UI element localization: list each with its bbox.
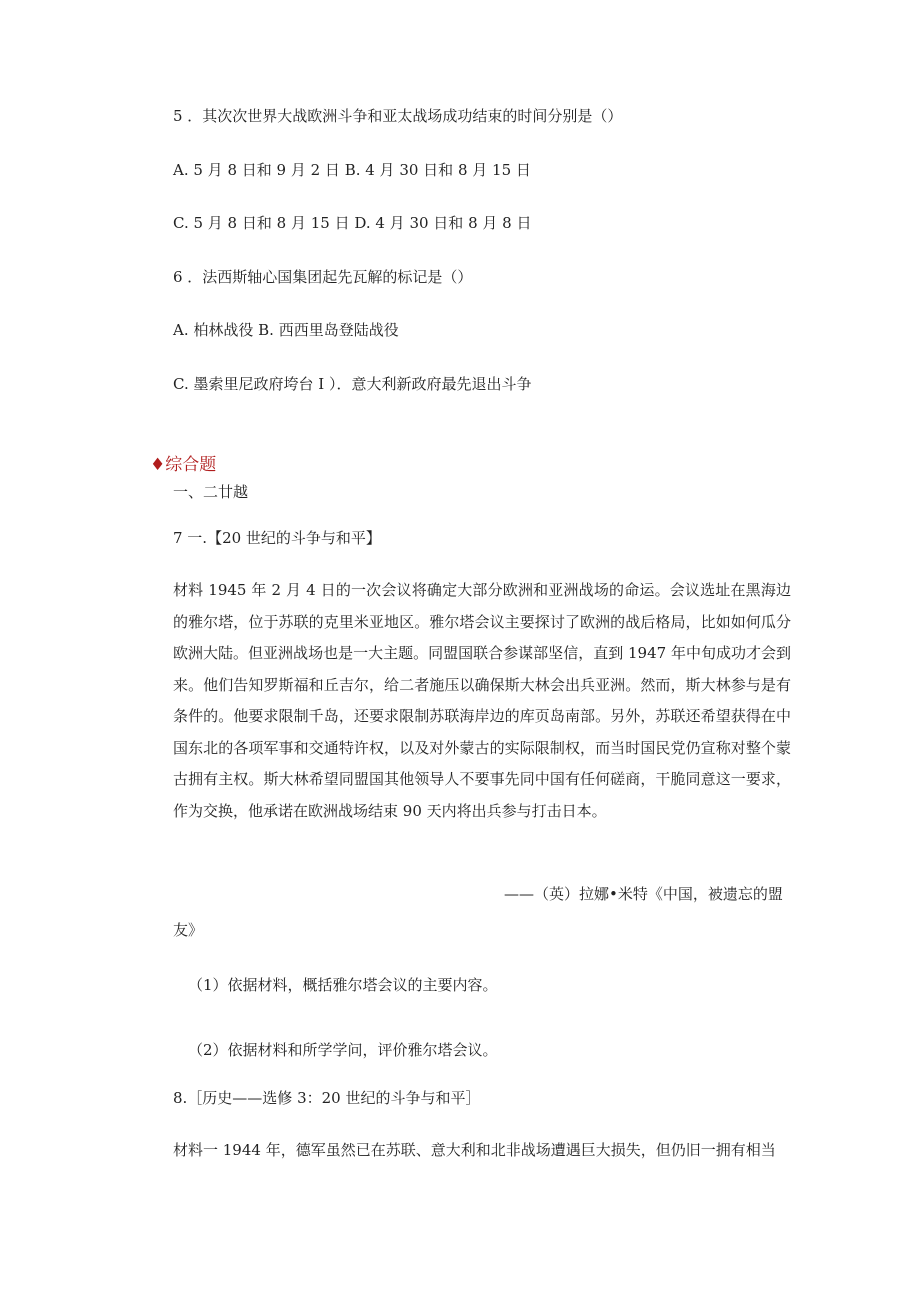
diamond-icon: ♦ — [150, 455, 166, 475]
q7-title: 7 一.【20 世纪的斗争与和平】 — [173, 529, 381, 547]
section-title: 综合题 — [165, 455, 217, 475]
q6-options-cd: C. 墨索里尼政府垮台 I ）．意大利新政府最先退出斗争 — [173, 375, 532, 393]
q7-subquestion-1: （1）依据材料，概括雅尔塔会议的主要内容。 — [188, 976, 498, 994]
q7-material: 材料 1945 年 2 月 4 日的一次会议将确定大部分欧洲和亚洲战场的命运。会议选址在黑海边的雅尔塔，位于苏联的克里米亚地区。雅尔塔会议主要探讨了欧洲的战后格局，比如如何瓜分欧洲大陆。但亚洲战场也是一大主题。同盟国联合参谋部坚信，直到 1947 年中旬成功才会到来。他们告知罗斯福和丘吉尔，给二者施压以确保斯大林会出兵亚洲。然而，斯大林参与是有条件的。他要求限制千岛，还要求限制苏联海岸边的库页岛南部。另外，苏联还希望获得在中国东北的各项军事和交通特许权，以及对外蒙古的实际限制权，而当时国民党仍宣称对整个蒙古拥有主权。斯大林希望同盟国其他领导人不要事先同中国有任何磋商，干脆同意这一要求，作为交换，他承诺在欧洲战场结束 90 天内将出兵参与打击日本。 — [173, 581, 791, 820]
q6-stem: 6 ．法西斯轴心国集团起先瓦解的标记是（） — [173, 268, 473, 286]
section-heading — [150, 454, 216, 476]
q5-stem: 5 ．其次次世界大战欧洲斗争和亚太战场成功结束的时间分别是（） — [173, 107, 623, 125]
q8-material-start: 材料一 1944 年，德军虽然已在苏联、意大利和北非战场遭遇巨大损失，但仍旧一拥有相当 — [173, 1141, 776, 1159]
q8-title: 8.［历史——选修 3：20 世纪的斗争与和平］ — [173, 1089, 481, 1107]
q5-options-cd: C. 5 月 8 日和 8 月 15 日 D. 4 月 30 日和 8 月 8 日 — [173, 214, 532, 232]
q7-attribution-cont: 友》 — [173, 921, 204, 939]
q7-attribution: ——（英）拉娜•米特《中国，被遗忘的盟 — [504, 885, 783, 903]
q5-options-ab: A. 5 月 8 日和 9 月 2 日 B. 4 月 30 日和 8 月 15 日 — [173, 161, 531, 179]
section-subtitle: 一、二廿越 — [173, 483, 249, 501]
q6-options-ab: A. 柏林战役 B. 西西里岛登陆战役 — [173, 321, 399, 339]
q7-subquestion-2: （2）依据材料和所学学问，评价雅尔塔会议。 — [188, 1041, 498, 1059]
